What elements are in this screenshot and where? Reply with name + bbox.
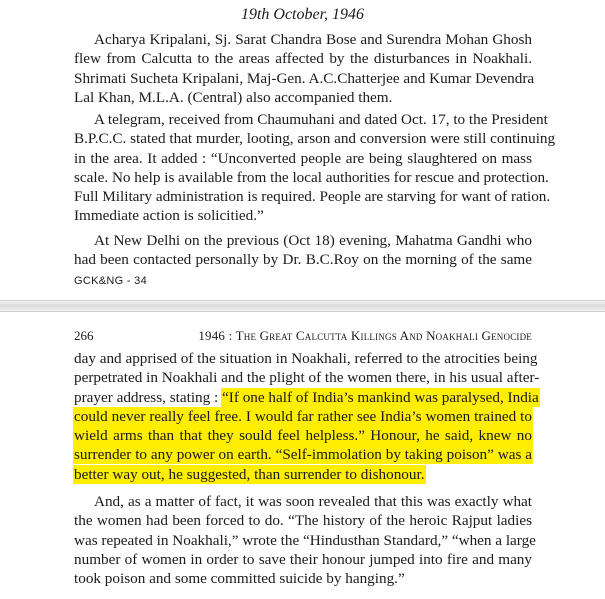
- paragraph-gandhi-address: [74, 349, 540, 484]
- text-line: took poison and some committed suicide by hanging.”: [74, 570, 405, 588]
- text-line: day and apprised of the situation in Noakhali, referred to the atrocities being: [74, 350, 538, 367]
- bottom-page: [0, 312, 605, 599]
- text-line: And, as a matter of fact, it was soon revealed that this was exactly what: [94, 493, 532, 510]
- text-line: [74, 465, 532, 484]
- text-line: in the area. It added : “Unconverted people are being slaughtered on mass: [74, 149, 532, 167]
- page-number: 266: [74, 328, 94, 343]
- text-line: number of women in order to save their honour jumped into fire and many: [74, 550, 532, 568]
- text-line: perpetrated in Noakhali and the plight of the women there, in his usual after-: [74, 369, 540, 387]
- highlighted-text: better way out, he suggested, than surrender to dishonour.: [74, 465, 425, 483]
- footer-code: GCK&NG - 34: [74, 275, 147, 287]
- text-line: A telegram, received from Chaumuhani and dated Oct. 17, to the President: [94, 111, 548, 128]
- paragraph-telegram: [74, 110, 556, 226]
- text-line: was repeated in Noakhali,” wrote the “Hindusthan Standard,” “when a large: [74, 531, 536, 549]
- paragraph-rajput-ladies: [74, 492, 536, 588]
- highlighted-text: surrender to any power on earth. “Self-immolation by taking poison” was a: [74, 446, 532, 464]
- text-line: had been contacted personally by Dr. B.C.Roy on the morning of the same: [74, 251, 532, 269]
- highlighted-text: “If one half of India’s mankind was paralysed, India: [222, 388, 539, 406]
- text-line: At New Delhi on the previous (Oct 18) evening, Mahatma Gandhi who: [94, 232, 532, 249]
- text-line: Immediate action is solicitied.”: [74, 207, 264, 225]
- date-heading: 19th October, 1946: [240, 6, 365, 23]
- text-line: the women had been forced to do. “The history of the heroic Rajput ladies: [74, 512, 532, 530]
- text-line: [74, 388, 539, 407]
- highlighted-text: could never really feel free. I would far rather see India’s women trained to: [74, 407, 532, 425]
- text-line: Shrimati Sucheta Kripalani, Maj-Gen. A.C.Chatterjee and Kumar Devendra: [74, 69, 535, 87]
- text-fragment: prayer address, stating :: [74, 388, 223, 406]
- text-line: Acharya Kripalani, Sj. Sarat Chandra Bose and Surendra Mohan Ghosh: [94, 31, 532, 48]
- highlighted-text: wield arms than that they sould feel helpless.” Honour, he said, knew no: [74, 427, 532, 445]
- page-divider: [0, 300, 605, 312]
- paragraph-new-delhi: [74, 231, 532, 270]
- text-line: [74, 426, 532, 445]
- text-line: Full Military administration is required. People are starving for want of ration.: [74, 188, 551, 206]
- text-line: scale. No help is available from the local authorities for rescue and protection.: [74, 168, 549, 186]
- paragraph-kripalani: [74, 30, 535, 107]
- text-line: [74, 407, 532, 426]
- text-line: Lal Khan, M.L.A. (Central) also accompanied them.: [74, 88, 393, 106]
- running-title: 1946 : The Great Calcutta Killings And Noakhali Genocide: [198, 328, 532, 343]
- text-line: B.P.C.C. stated that murder, looting, arson and conversion were still continuing: [74, 130, 556, 148]
- text-line: flew from Calcutta to the areas affected by the disturbances in Noakhali.: [74, 50, 532, 68]
- text-line: [74, 445, 532, 464]
